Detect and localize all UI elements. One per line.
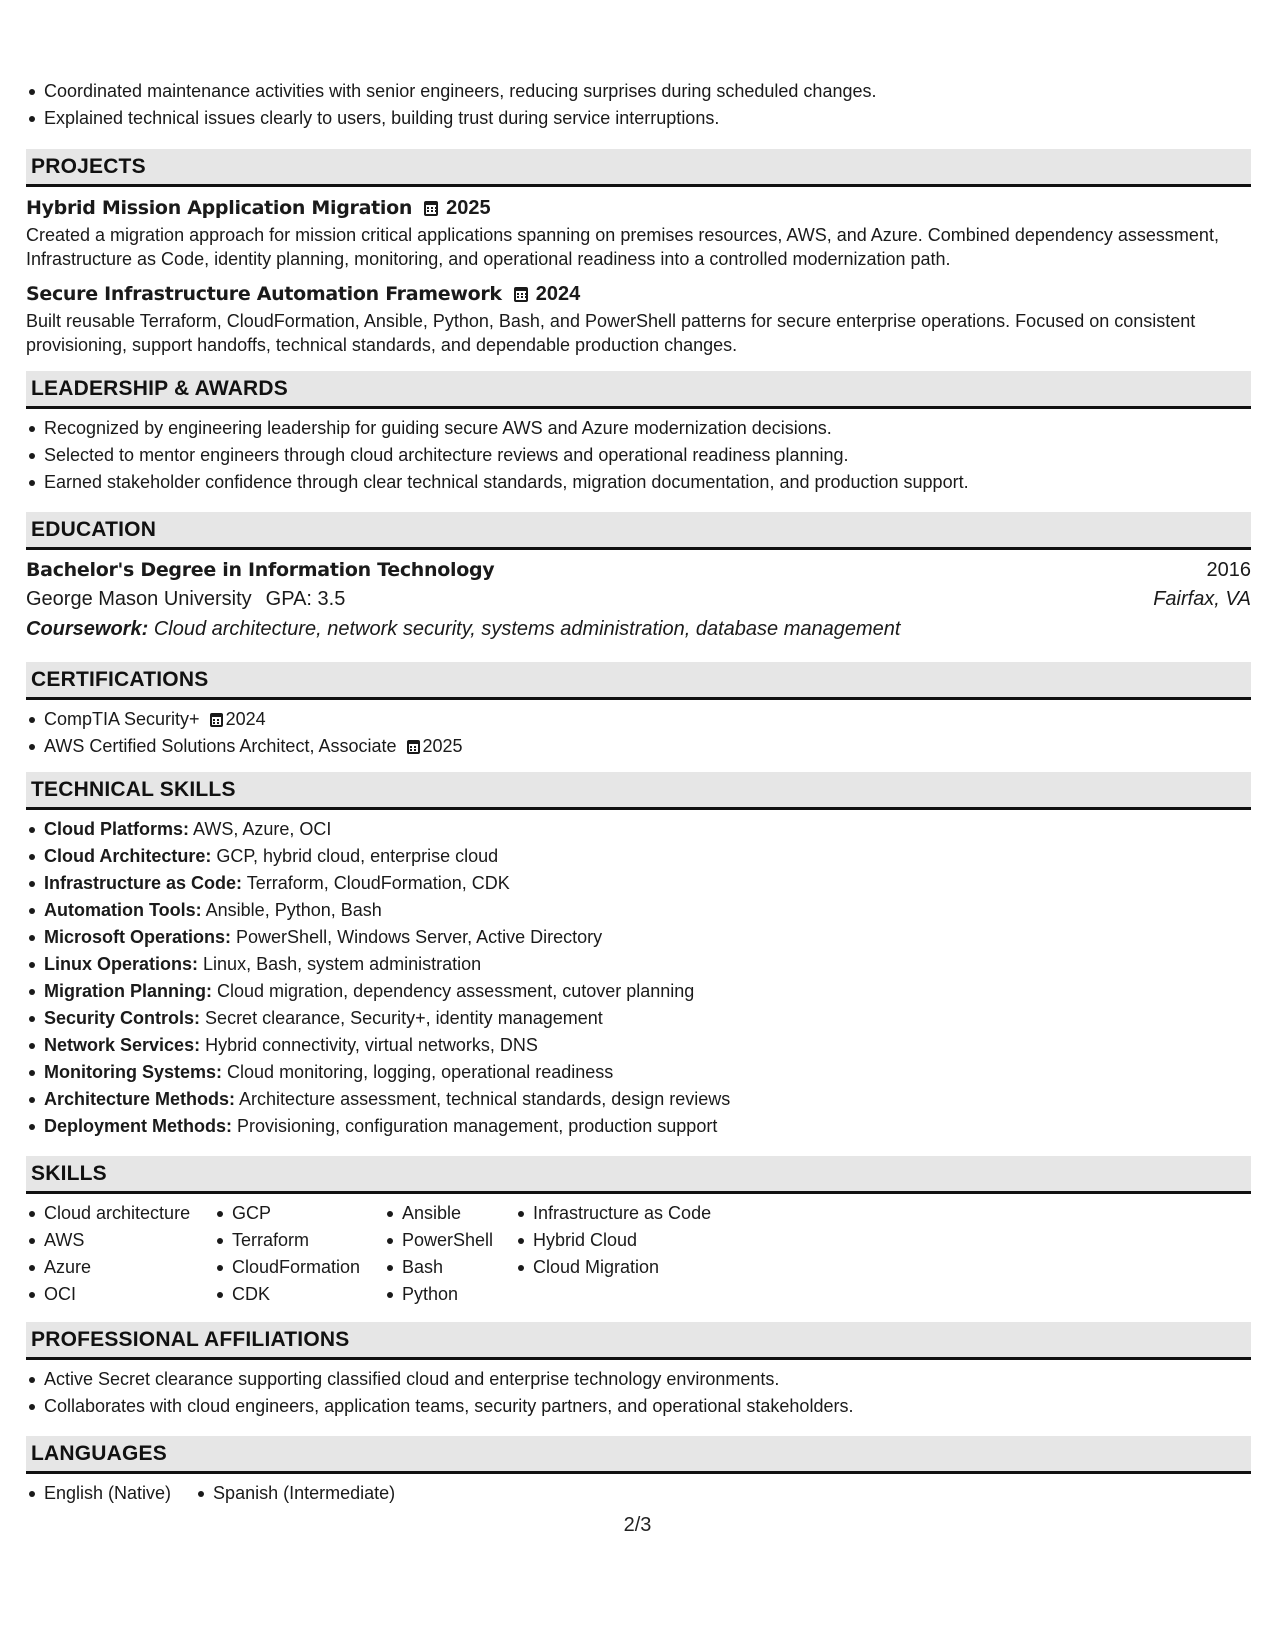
skill-values: AWS, Azure, OCI [193, 819, 332, 839]
coursework-list: Cloud architecture, network security, systems administration, database management [153, 618, 901, 640]
list-item: Active Secret clearance supporting classified cloud and enterprise technology environments. [26, 1366, 1251, 1393]
list-item: Terraform [214, 1227, 384, 1254]
skill-values: Ansible, Python, Bash [205, 900, 382, 920]
list-item [26, 706, 1251, 733]
list-item: CDK [214, 1281, 384, 1308]
list-item: English (Native) [26, 1480, 171, 1507]
list-item: OCI [26, 1281, 214, 1308]
affiliations-list [26, 1366, 1251, 1420]
certification-year: 2025 [422, 736, 463, 756]
skill-values: Hybrid connectivity, virtual networks, DNS [205, 1035, 538, 1055]
skill-values: GCP, hybrid cloud, enterprise cloud [216, 846, 499, 866]
graduation-year: 2016 [1206, 559, 1251, 581]
skills-column [384, 1200, 515, 1308]
skill-category: Architecture Methods: [44, 1089, 236, 1109]
calendar-icon [514, 287, 528, 302]
skill-category: Security Controls: [44, 1008, 201, 1028]
list-item: Earned stakeholder confidence through clear technical standards, migration documentation, and production support. [26, 469, 1251, 496]
project-item [26, 279, 1251, 357]
list-item [26, 1113, 1251, 1140]
skill-values: Linux, Bash, system administration [203, 954, 482, 974]
list-item: Python [384, 1281, 515, 1308]
certifications-list [26, 706, 1251, 760]
list-item [26, 1086, 1251, 1113]
skill-category: Infrastructure as Code: [44, 873, 243, 893]
skill-values: Cloud monitoring, logging, operational readiness [227, 1062, 614, 1082]
calendar-icon [407, 740, 420, 754]
skill-values: Cloud migration, dependency assessment, cutover planning [217, 981, 695, 1001]
list-item: Explained technical issues clearly to users, building trust during service interruptions. [26, 105, 1251, 132]
skill-category: Linux Operations: [44, 954, 199, 974]
certifications-heading: CERTIFICATIONS [26, 662, 1251, 700]
list-item: Hybrid Cloud [515, 1227, 755, 1254]
skill-category: Monitoring Systems: [44, 1062, 223, 1082]
coursework-label: Coursework: [26, 618, 149, 640]
list-item [26, 816, 1251, 843]
skill-values: Architecture assessment, technical standards, design reviews [239, 1089, 731, 1109]
list-item [26, 1005, 1251, 1032]
languages-list [26, 1480, 1251, 1507]
school-name: George Mason University [26, 588, 252, 610]
technical-skills-list [26, 816, 1251, 1140]
list-item [26, 733, 1251, 760]
skill-category: Cloud Platforms: [44, 819, 190, 839]
education-heading: EDUCATION [26, 512, 1251, 550]
skill-category: Deployment Methods: [44, 1116, 233, 1136]
project-title: Secure Infrastructure Automation Framework [26, 283, 502, 305]
list-item: Recognized by engineering leadership for guiding secure AWS and Azure modernization decisions. [26, 415, 1251, 442]
project-item [26, 193, 1251, 271]
list-item [26, 978, 1251, 1005]
skill-category: Network Services: [44, 1035, 201, 1055]
technical-skills-heading: TECHNICAL SKILLS [26, 772, 1251, 810]
list-item [26, 870, 1251, 897]
skill-category: Microsoft Operations: [44, 927, 232, 947]
school-location: Fairfax, VA [1153, 588, 1251, 610]
project-year: 2025 [446, 197, 491, 219]
list-item: Cloud architecture [26, 1200, 214, 1227]
list-item: GCP [214, 1200, 384, 1227]
list-item: Selected to mentor engineers through cloud architecture reviews and operational readiness planning. [26, 442, 1251, 469]
list-item: Coordinated maintenance activities with senior engineers, reducing surprises during scheduled changes. [26, 78, 1251, 105]
certification-year: 2024 [225, 709, 266, 729]
experience-bullets [26, 78, 1251, 132]
skill-values: Terraform, CloudFormation, CDK [246, 873, 510, 893]
project-title: Hybrid Mission Application Migration [26, 197, 413, 219]
skills-column [214, 1200, 384, 1308]
skill-values: Secret clearance, Security+, identity management [205, 1008, 603, 1028]
list-item: Bash [384, 1254, 515, 1281]
degree-title: Bachelor's Degree in Information Technology [26, 559, 495, 581]
list-item [26, 951, 1251, 978]
calendar-icon [210, 713, 223, 727]
calendar-icon [424, 201, 438, 216]
education-degree-row [26, 556, 1251, 585]
coursework [26, 614, 1251, 644]
languages-heading: LANGUAGES [26, 1436, 1251, 1474]
list-item [26, 1032, 1251, 1059]
list-item: Cloud Migration [515, 1254, 755, 1281]
skill-category: Migration Planning: [44, 981, 212, 1001]
skill-values: PowerShell, Windows Server, Active Directory [236, 927, 603, 947]
projects-heading: PROJECTS [26, 149, 1251, 187]
education-school-row [26, 585, 1251, 614]
list-item [26, 843, 1251, 870]
list-item: Azure [26, 1254, 214, 1281]
skills-column [515, 1200, 755, 1308]
affiliations-heading: PROFESSIONAL AFFILIATIONS [26, 1322, 1251, 1360]
project-description: Built reusable Terraform, CloudFormation, Ansible, Python, Bash, and PowerShell patterns for secure enterprise operations. Focused on consistent provisioning, support handoffs, technical standards, and dependable production changes. [26, 311, 1196, 355]
list-item [26, 924, 1251, 951]
list-item [26, 1059, 1251, 1086]
list-item: Infrastructure as Code [515, 1200, 755, 1227]
project-year: 2024 [535, 283, 581, 305]
skill-category: Cloud Architecture: [44, 846, 212, 866]
skill-values: Provisioning, configuration management, production support [237, 1116, 718, 1136]
leadership-list [26, 415, 1251, 496]
list-item: AWS [26, 1227, 214, 1254]
skills-grid [26, 1200, 1251, 1308]
resume-page [26, 78, 1251, 1507]
leadership-heading: LEADERSHIP & AWARDS [26, 371, 1251, 409]
page-number: 2/3 [623, 1514, 652, 1536]
skills-column [26, 1200, 214, 1308]
list-item: PowerShell [384, 1227, 515, 1254]
list-item: Spanish (Intermediate) [195, 1480, 395, 1507]
project-description: Created a migration approach for mission critical applications spanning on premises resources, AWS, and Azure. Combined dependency assessment, Infrastructure as Code, identity planning, monitoring, and operational readiness into a controlled modernization path. [26, 225, 1219, 269]
gpa: GPA: 3.5 [265, 588, 346, 610]
skill-category: Automation Tools: [44, 900, 202, 920]
skills-heading: SKILLS [26, 1156, 1251, 1194]
list-item: Collaborates with cloud engineers, application teams, security partners, and operational stakeholders. [26, 1393, 1251, 1420]
list-item: CloudFormation [214, 1254, 384, 1281]
certification-name: AWS Certified Solutions Architect, Associate [44, 736, 397, 756]
list-item: Ansible [384, 1200, 515, 1227]
list-item [26, 897, 1251, 924]
certification-name: CompTIA Security+ [44, 709, 200, 729]
